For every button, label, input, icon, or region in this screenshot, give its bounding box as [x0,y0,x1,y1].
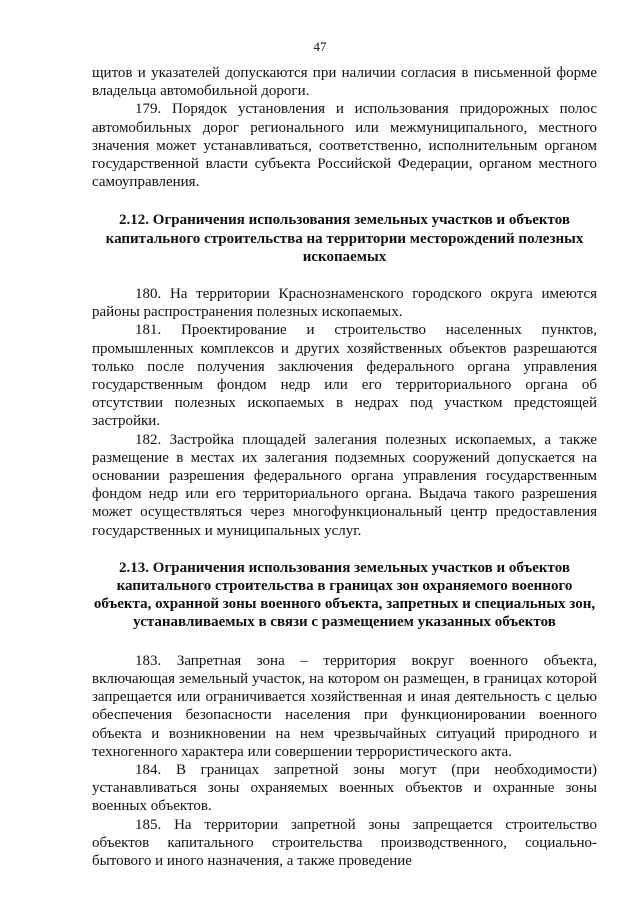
paragraph-185: 185. На территории запретной зоны запрещается строительство объектов капитального строительства производственного, социально-бытового и иного назначения, а также проведение [92,816,597,869]
paragraph-183: 183. Запретная зона – территория вокруг военного объекта, включающая земельный участок, на котором он размещен, в границах которой запрещается или ограничивается хозяйственная и иная деятельность с целью обеспечения безопасности населения при функционировании военного объекта и возникновении на нем чрезвычайных ситуаций природного и техногенного характера или совершении террористического акта. [92,652,597,760]
section-heading-2-13: 2.13. Ограничения использования земельных участков и объектов капитального строительства в границах зон охраняемого военного объекта, охранной зоны военного объекта, запретных и специальных зон, устанавливаемых в связи с размещением указанных объектов [93,559,596,631]
paragraph-181: 181. Проектирование и строительство населенных пунктов, промышленных комплексов и других хозяйственных объектов разрешаются только после получения заключения федерального органа управления государственным фондом недр или его территориального органа об отсутствии полезных ископаемых в недрах под участком предстоящей застройки. [92,322,597,430]
paragraph-179: 179. Порядок установления и использования придорожных полос автомобильных дорог регионального или межмуниципального, местного значения может устанавливаться, соответственно, исполнительным органом государственной власти субъекта Российской Федерации, органом местного самоуправления. [92,101,597,191]
document-body [92,64,597,870]
paragraph-180: 180. На территории Краснознаменского городского округа имеются районы распространения полезных ископаемых. [92,286,597,321]
paragraph-continued: щитов и указателей допускаются при наличии согласия в письменной форме владельца автомобильной дороги. [92,65,597,100]
paragraph-182: 182. Застройка площадей залегания полезных ископаемых, а также размещение в местах их залегания подземных сооружений допускается на основании разрешения федерального органа управления государственным фондом недр или его территориального органа. Выдача такого разрешения может осуществляться через многофункциональный центр предоставления государственных и муниципальных услуг. [92,431,597,539]
page-number: 47 [313,39,327,54]
section-heading-2-12: 2.12. Ограничения использования земельных участков и объектов капитального строительства на территории месторождений полезных ископаемых [105,212,584,265]
paragraph-184: 184. В границах запретной зоны могут (при необходимости) устанавливаться зоны охраняемых военных объектов и охранные зоны военных объектов. [92,761,597,815]
